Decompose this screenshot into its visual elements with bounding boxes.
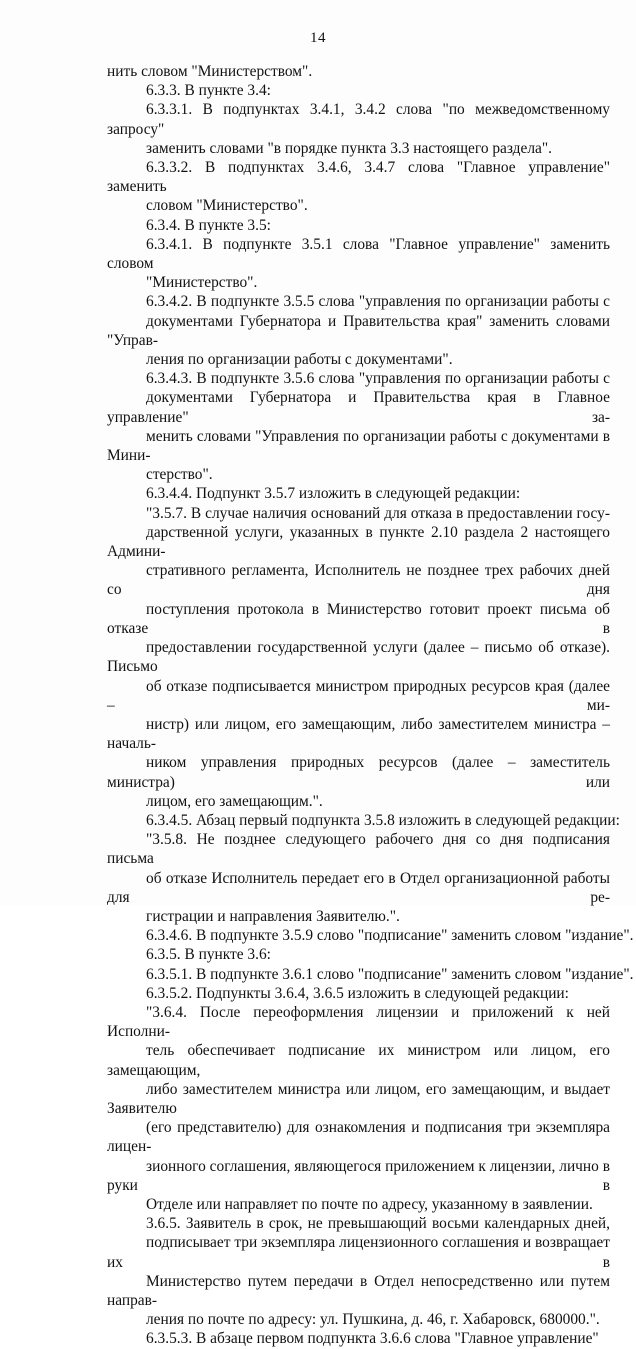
text-line: "3.5.8. Не позднее следующего рабочего дня со дня подписания письма [107, 831, 610, 868]
paragraph-p18 [107, 1329, 610, 1348]
text-line: 6.3.5. В пункте 3.6: [146, 946, 271, 964]
text-line: либо заместителем министра или лицом, его замещающим, и выдает Заявителю [107, 1080, 610, 1117]
paragraph-p15 [107, 984, 610, 1003]
text-line: 6.3.5.2. Подпункты 3.6.4, 3.6.5 изложить в следующей редакции: [146, 984, 569, 1002]
text-line: подписывает три экземпляра лицензионного соглашения и возвращает их в [107, 1234, 610, 1271]
text-line: ления по почте по адресу: ул. Пушкина, д. 46, г. Хабаровск, 680000.". [146, 1311, 600, 1329]
text-line: 6.3.4.1. В подпункте 3.5.1 слова "Главное управление" заменить словом [107, 235, 610, 273]
text-line: гистрации и направления Заявителю.". [146, 907, 400, 925]
paragraph-p16 [107, 1003, 610, 1214]
paragraph-p0 [107, 62, 610, 81]
text-line: словом "Министерство". [146, 197, 308, 215]
text-line: 6.3.4.3. В подпункте 3.5.6 слова "управления по организации работы с [146, 370, 610, 388]
paragraph-p17 [107, 1214, 610, 1329]
paragraph-p7 [107, 369, 610, 484]
text-line: Отделе или направляет по почте по адресу, указанному в заявлении. [146, 1195, 593, 1213]
paragraph-p5 [107, 235, 610, 293]
text-line: 6.3.4.5. Абзац первый подпункта 3.5.8 изложить в следующей редакции: [146, 811, 620, 829]
paragraph-p12 [107, 926, 634, 945]
text-line: менить словами "Управления по организации работы с документами в Мини- [107, 427, 610, 465]
text-line: 6.3.4. В пункте 3.5: [146, 216, 271, 234]
text-line: 6.3.3.1. В подпунктах 3.4.1, 3.4.2 слова "по межведомственному запросу" [107, 101, 610, 138]
text-line: стерство". [146, 466, 213, 484]
paragraph-p13 [107, 945, 610, 964]
text-line: 6.3.3.2. В подпунктах 3.4.6, 3.4.7 слова "Главное управление" заменить [107, 159, 610, 196]
page-number: 14 [310, 30, 326, 46]
text-line: "Министерство". [146, 274, 258, 292]
text-line: лицом, его замещающим.". [146, 792, 323, 810]
text-line: ления по организации работы с документами". [146, 351, 453, 369]
paragraph-p3 [107, 158, 610, 216]
text-line: 6.3.4.2. В подпункте 3.5.5 слова "управления по организации работы с [146, 293, 610, 311]
text-line: 6.3.5.3. В абзаце первом подпункта 3.6.6 слова "Главное управление" [146, 1330, 599, 1348]
paragraph-p6 [107, 292, 610, 369]
paragraph-p9 [107, 504, 610, 811]
text-line: документами Губернатора и Правительства края" заменить словами "Управ- [107, 312, 610, 349]
text-line: нить словом "Министерством". [107, 63, 313, 80]
text-line: заменить словами "в порядке пункта 3.3 настоящего раздела". [146, 139, 552, 157]
text-line: 6.3.4.6. В подпункте 3.5.9 слово "подписание" заменить словом "издание". [146, 927, 634, 945]
paragraph-p8 [107, 484, 610, 503]
text-line: (его представителю) для ознакомления и подписания три экземпляра лицен- [107, 1119, 610, 1156]
text-line: 6.3.3. В пункте 3.4: [146, 82, 271, 100]
text-line: нистр) или лицом, его замещающим, либо заместителем министра – началь- [107, 715, 610, 753]
paragraph-p10 [107, 811, 620, 830]
paragraph-p14 [107, 965, 634, 984]
document-body [107, 62, 634, 1349]
paragraph-p1 [107, 81, 610, 100]
text-line: дарственной услуги, указанных в пункте 2.10 раздела 2 настоящего Админи- [107, 523, 610, 561]
text-line: "3.6.4. После переоформления лицензии и приложений к ней Исполни- [107, 1003, 610, 1041]
text-line: стративного регламента, Исполнитель не позднее трех рабочих дней со дня [107, 562, 610, 599]
text-line: предоставлении государственной услуги (далее – письмо об отказе). Письмо [107, 639, 610, 676]
paragraph-p4 [107, 216, 610, 235]
text-line: 6.3.4.4. Подпункт 3.5.7 изложить в следующей редакции: [146, 485, 521, 503]
text-line: документами Губернатора и Правительства края в Главное управление" за- [107, 389, 610, 426]
paragraph-p11 [107, 830, 610, 926]
text-line: об отказе подписывается министром природных ресурсов края (далее – ми- [107, 677, 610, 714]
text-line: 6.3.5.1. В подпункте 3.6.1 слово "подписание" заменить словом "издание". [146, 965, 634, 983]
paragraph-p2 [107, 100, 610, 158]
text-line: об отказе Исполнитель передает его в Отдел организационной работы для ре- [107, 869, 610, 906]
text-line: ником управления природных ресурсов (далее – заместитель министра) или [107, 754, 610, 791]
text-line: "3.5.7. В случае наличия оснований для отказа в предоставлении госу- [146, 504, 610, 522]
text-line: поступления протокола в Министерство готовит проект письма об отказе в [107, 600, 610, 637]
text-line: 3.6.5. Заявитель в срок, не превышающий восьми календарных дней, [146, 1215, 610, 1233]
text-line: тель обеспечивает подписание их министром или лицом, его замещающим, [107, 1042, 610, 1079]
text-line: зионного соглашения, являющегося приложением к лицензии, лично в руки в [107, 1157, 610, 1194]
text-line: Министерство путем передачи в Отдел непосредственно или путем направ- [107, 1272, 610, 1309]
